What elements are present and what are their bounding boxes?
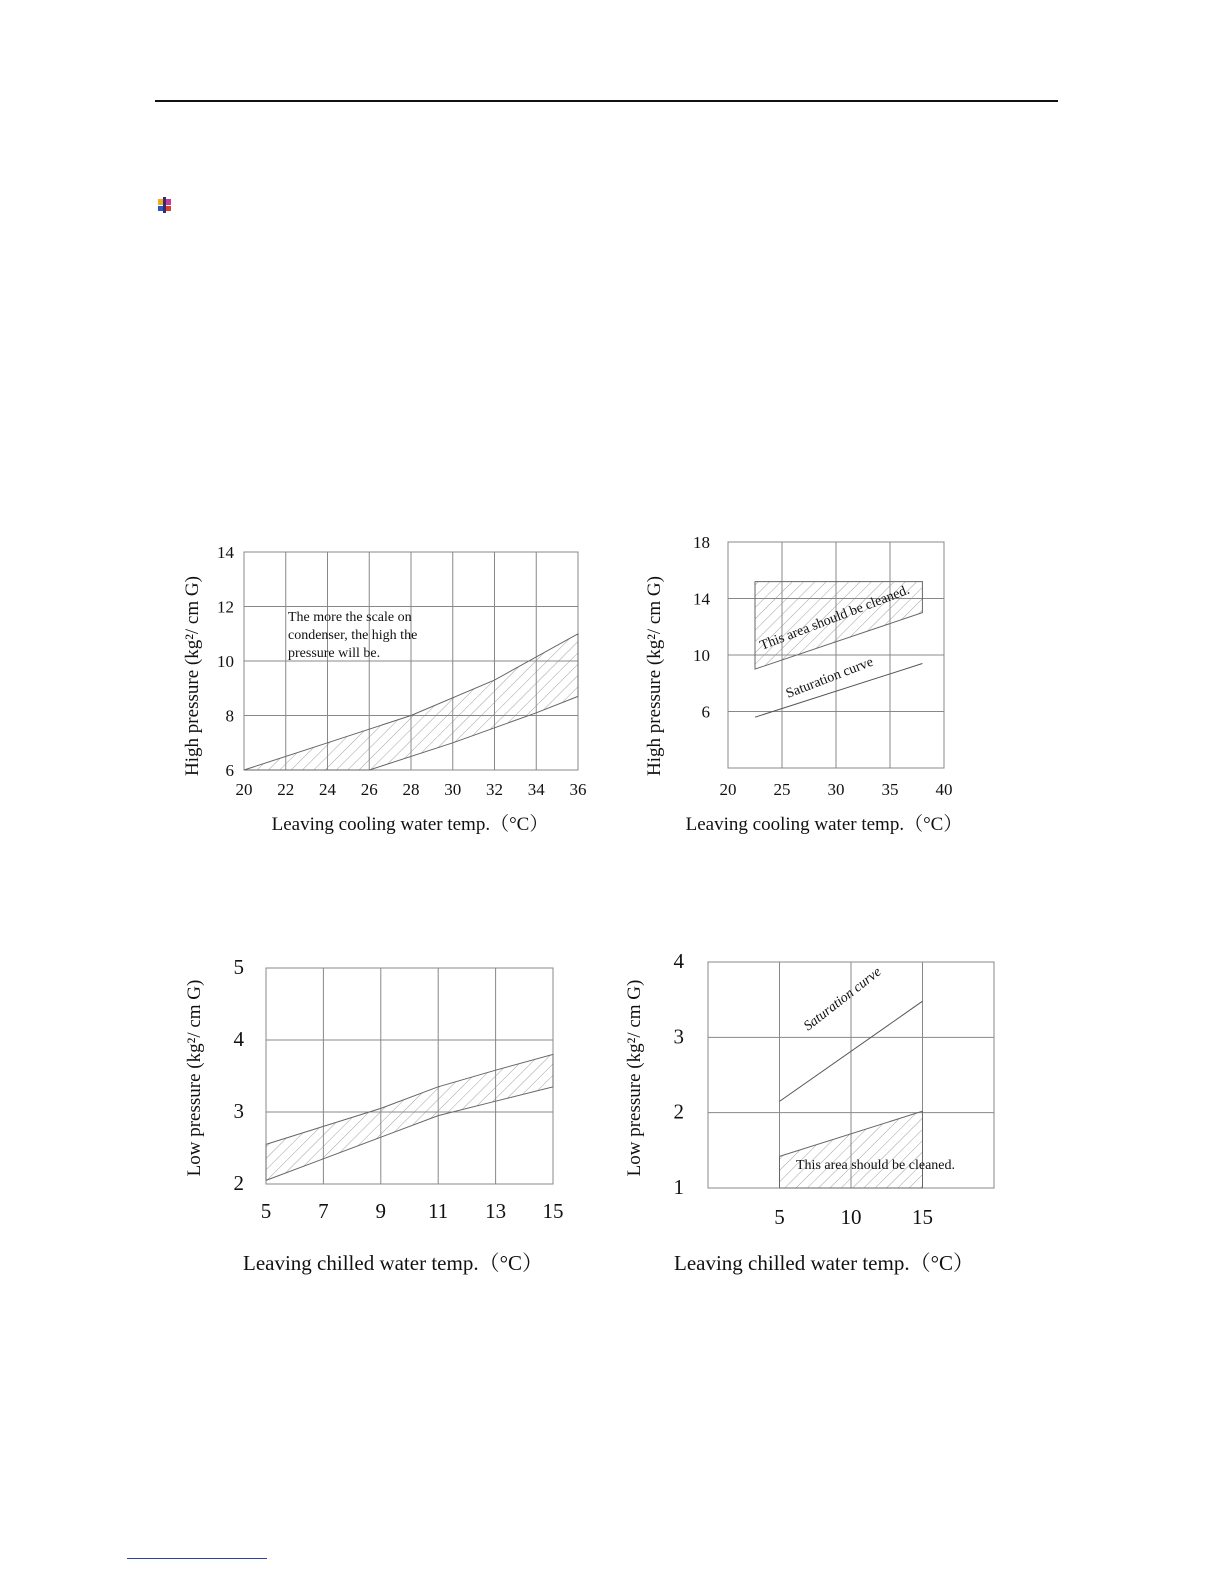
y-tick-label: 6	[701, 702, 710, 722]
y-axis-label: Low pressure (kg²/ cm G)	[184, 979, 205, 1177]
y-tick-label: 8	[225, 706, 234, 726]
chart-annotation: condenser, the high the	[288, 628, 418, 643]
low-pressure-cleaning-chart	[620, 945, 1020, 1290]
header-rule	[155, 100, 1058, 102]
y-axis-label: High pressure (kg²/ cm G)	[644, 576, 665, 776]
x-tick-label: 15	[542, 1199, 564, 1223]
x-tick-label: 36	[569, 780, 587, 799]
y-tick-label: 1	[673, 1175, 684, 1199]
y-axis-label: High pressure (kg²/ cm G)	[182, 576, 203, 776]
x-axis-label: Leaving cooling water temp.（°C）	[685, 814, 963, 835]
high-pressure-cleaning-chart	[640, 530, 1000, 850]
x-tick-label: 24	[319, 780, 336, 799]
x-tick-label: 7	[318, 1199, 329, 1223]
x-tick-label: 20	[235, 780, 253, 799]
high-pressure-normal-range-chart	[180, 530, 600, 850]
x-tick-label: 26	[360, 780, 378, 799]
y-tick-label: 2	[233, 1171, 244, 1195]
x-axis-label: Leaving cooling water temp.（°C）	[271, 814, 549, 835]
y-tick-label: 2	[673, 1099, 684, 1124]
x-tick-label: 5	[260, 1199, 272, 1223]
x-tick-label: 34	[527, 780, 545, 799]
y-tick-label: 14	[693, 589, 710, 609]
x-tick-label: 40	[935, 780, 953, 799]
colored-square-bullet-icon	[157, 197, 173, 213]
x-tick-label: 10	[840, 1205, 862, 1229]
x-tick-label: 11	[428, 1199, 449, 1223]
chart-annotation: pressure will be.	[288, 646, 381, 661]
y-tick-label: 4	[673, 949, 684, 973]
y-tick-label: 10	[693, 646, 710, 665]
clean-area-label: This area should be cleaned.	[796, 1158, 955, 1173]
x-tick-label: 25	[773, 780, 791, 799]
x-tick-label: 30	[444, 780, 462, 799]
x-tick-label: 13	[485, 1199, 507, 1223]
x-tick-label: 22	[277, 780, 295, 799]
x-tick-label: 30	[827, 780, 845, 799]
x-axis-label: Leaving chilled water temp.（°C）	[674, 1251, 974, 1275]
y-tick-label: 3	[673, 1024, 684, 1049]
x-tick-label: 5	[774, 1205, 785, 1229]
y-tick-label: 14	[217, 543, 234, 562]
low-pressure-normal-range-chart	[180, 950, 600, 1290]
hatched-band	[266, 1054, 553, 1180]
x-tick-label: 35	[881, 780, 899, 799]
saturation-curve-label: Saturation curve	[801, 964, 885, 1035]
y-tick-label: 4	[233, 1027, 244, 1051]
y-tick-label: 3	[233, 1099, 244, 1123]
x-tick-label: 28	[402, 780, 420, 799]
x-tick-label: 32	[486, 780, 503, 799]
y-tick-label: 10	[217, 652, 234, 671]
clean-area-label: This area should be cleaned.	[758, 582, 912, 654]
y-tick-label: 5	[233, 955, 244, 979]
y-tick-label: 12	[217, 597, 234, 617]
y-axis-label: Low pressure (kg²/ cm G)	[624, 979, 645, 1177]
chart-annotation: The more the scale on	[288, 610, 412, 625]
saturation-curve-label: Saturation curve	[784, 654, 876, 702]
x-axis-label: Leaving chilled water temp.（°C）	[243, 1251, 543, 1275]
x-tick-label: 9	[375, 1199, 387, 1223]
x-tick-label: 20	[719, 780, 737, 799]
footer-link-rule	[127, 1558, 267, 1559]
x-tick-label: 15	[912, 1205, 933, 1229]
y-tick-label: 6	[225, 761, 234, 780]
y-tick-label: 18	[693, 533, 710, 552]
